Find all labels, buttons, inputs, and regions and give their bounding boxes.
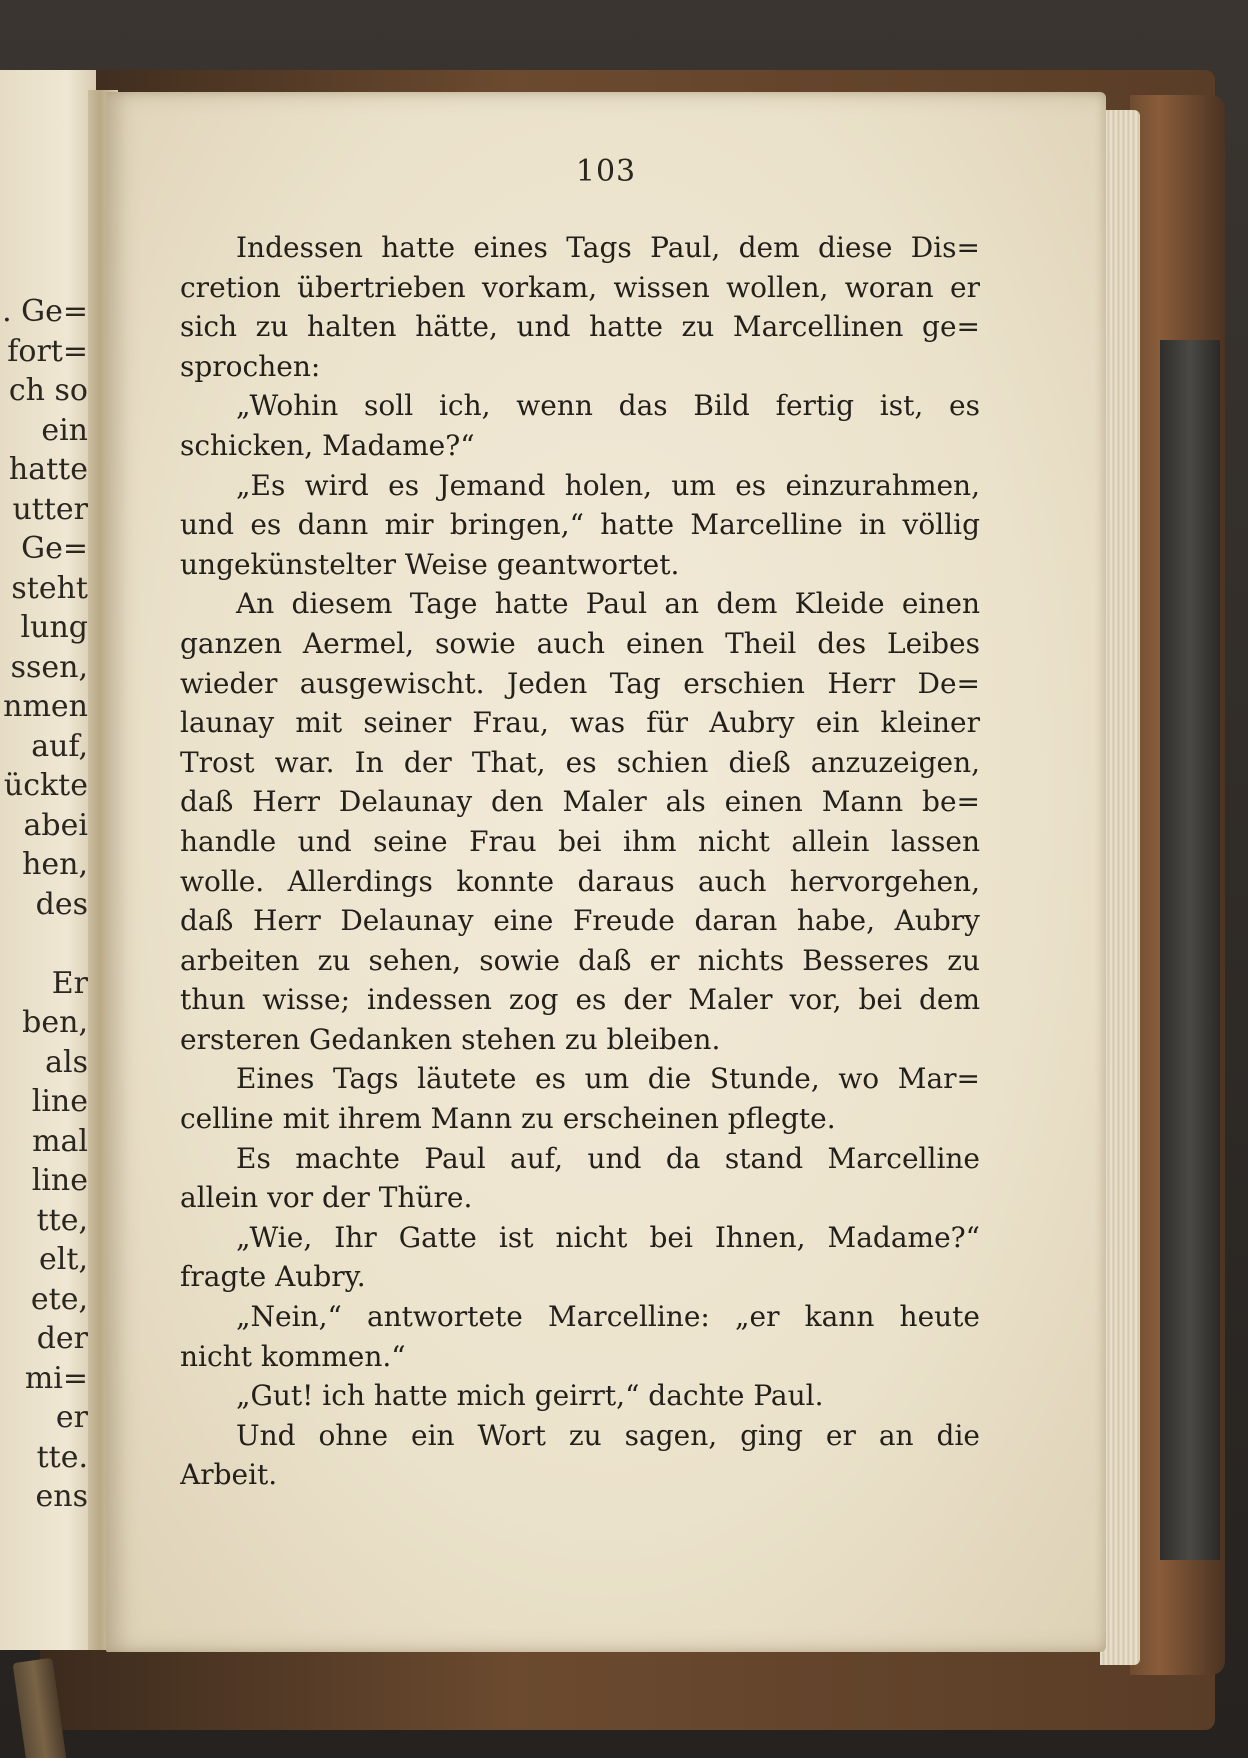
text-line: wieder ausgewischt. Jeden Tag erschien Herr De= bbox=[180, 666, 980, 700]
text-line: ersteren Gedanken stehen zu bleiben. bbox=[180, 1022, 721, 1056]
text-line: ganzen Aermel, sowie auch einen Theil des Leibes bbox=[180, 626, 980, 660]
left-page-line: Er bbox=[51, 965, 88, 1001]
left-page-line: auf, bbox=[31, 728, 88, 764]
left-page-line: tte. bbox=[36, 1439, 88, 1475]
text-line: und es dann mir bringen,“ hatte Marcelline in völlig bbox=[180, 508, 980, 542]
left-page-line: er bbox=[55, 1400, 88, 1435]
left-page-line: als bbox=[45, 1044, 88, 1080]
right-page bbox=[106, 92, 1106, 1652]
left-page-text bbox=[0, 292, 88, 1517]
text-line: schicken, Madame?“ bbox=[180, 428, 475, 462]
left-page-line: ben, bbox=[22, 1005, 88, 1040]
text-line: fragte Aubry. bbox=[180, 1260, 366, 1294]
left-page-line: line bbox=[31, 1084, 88, 1119]
left-page-line: tte, bbox=[36, 1202, 88, 1238]
left-page-line: ückte bbox=[3, 768, 88, 803]
book-cover-cloth bbox=[1160, 340, 1220, 1560]
left-page-line: der bbox=[36, 1321, 88, 1356]
text-line: daß Herr Delaunay den Maler als einen Mann be= bbox=[180, 785, 980, 819]
left-page-line: Ge= bbox=[21, 531, 88, 566]
left-page-line: hen, bbox=[22, 847, 88, 882]
left-page-line: ete, bbox=[30, 1281, 88, 1317]
left-page-line: abei bbox=[23, 807, 88, 843]
text-line: Indessen hatte eines Tags Paul, dem diese Dis= bbox=[236, 231, 980, 264]
text-line: Arbeit. bbox=[180, 1458, 278, 1492]
text-line: wolle. Allerdings konnte daraus auch hervorgehen, bbox=[180, 864, 980, 898]
page-edges bbox=[1100, 110, 1140, 1665]
left-page-line: . Ge= bbox=[2, 294, 88, 329]
text-line: Eines Tags läutete es um die Stunde, wo Mar= bbox=[236, 1062, 980, 1096]
text-line: allein vor der Thüre. bbox=[180, 1181, 473, 1215]
left-page-line: lung bbox=[20, 610, 88, 645]
text-line: „Wohin soll ich, wenn das Bild fertig ist, es bbox=[236, 389, 980, 423]
page-number: 103 bbox=[575, 154, 637, 189]
left-page-line: ens bbox=[35, 1479, 88, 1514]
text-line: sich zu halten hätte, und hatte zu Marcellinen ge= bbox=[180, 310, 980, 344]
text-line: Und ohne ein Wort zu sagen, ging er an die bbox=[236, 1418, 980, 1452]
left-page-line: des bbox=[35, 886, 88, 922]
text-line: „Es wird es Jemand holen, um es einzurahmen, bbox=[236, 468, 980, 502]
text-line: arbeiten zu sehen, sowie daß er nichts Besseres zu bbox=[180, 943, 980, 977]
text-line: „Wie, Ihr Gatte ist nicht bei Ihnen, Madame?“ bbox=[236, 1220, 980, 1254]
text-line: thun wisse; indessen zog es der Maler vor, bei dem bbox=[180, 983, 980, 1017]
left-page-line: mal bbox=[32, 1123, 88, 1159]
text-line: ungekünstelter Weise geantwortet. bbox=[180, 547, 680, 581]
left-page-line: mi= bbox=[24, 1360, 88, 1396]
body-text bbox=[180, 228, 980, 1495]
left-page-line: nmen bbox=[3, 689, 88, 724]
left-page-line: ein bbox=[41, 412, 88, 448]
text-line: launay mit seiner Frau, was für Aubry ein kleiner bbox=[180, 706, 980, 740]
text-line: An diesem Tage hatte Paul an dem Kleide einen bbox=[236, 587, 980, 621]
left-page-line: ch so bbox=[8, 373, 88, 408]
left-page-line: line bbox=[31, 1163, 88, 1198]
left-page-line: fort= bbox=[7, 333, 88, 369]
left-page-line bbox=[0, 924, 88, 964]
text-line: cretion übertrieben vorkam, wissen wollen, woran er bbox=[180, 270, 980, 304]
text-line: celline mit ihrem Mann zu erscheinen pflegte. bbox=[180, 1102, 836, 1136]
text-line: daß Herr Delaunay eine Freude daran habe, Aubry bbox=[180, 904, 980, 938]
text-line: nicht kommen.“ bbox=[180, 1339, 406, 1373]
left-page-line: steht bbox=[11, 570, 88, 606]
left-page-line: hatte bbox=[8, 452, 88, 487]
left-page bbox=[0, 70, 96, 1650]
left-page-line: elt, bbox=[39, 1242, 88, 1277]
text-line: handle und seine Frau bei ihm nicht allein lassen bbox=[180, 824, 980, 858]
text-line: „Gut! ich hatte mich geirrt,“ dachte Paul. bbox=[236, 1379, 824, 1413]
left-page-line: ssen, bbox=[10, 649, 88, 685]
text-line: Es machte Paul auf, und da stand Marcelline bbox=[236, 1141, 980, 1175]
text-line: Trost war. In der That, es schien dieß anzuzeigen, bbox=[180, 745, 980, 779]
text-line: sprochen: bbox=[180, 349, 321, 383]
text-line: „Nein,“ antwortete Marcelline: „er kann heute bbox=[236, 1300, 980, 1334]
left-page-line: utter bbox=[12, 491, 88, 527]
